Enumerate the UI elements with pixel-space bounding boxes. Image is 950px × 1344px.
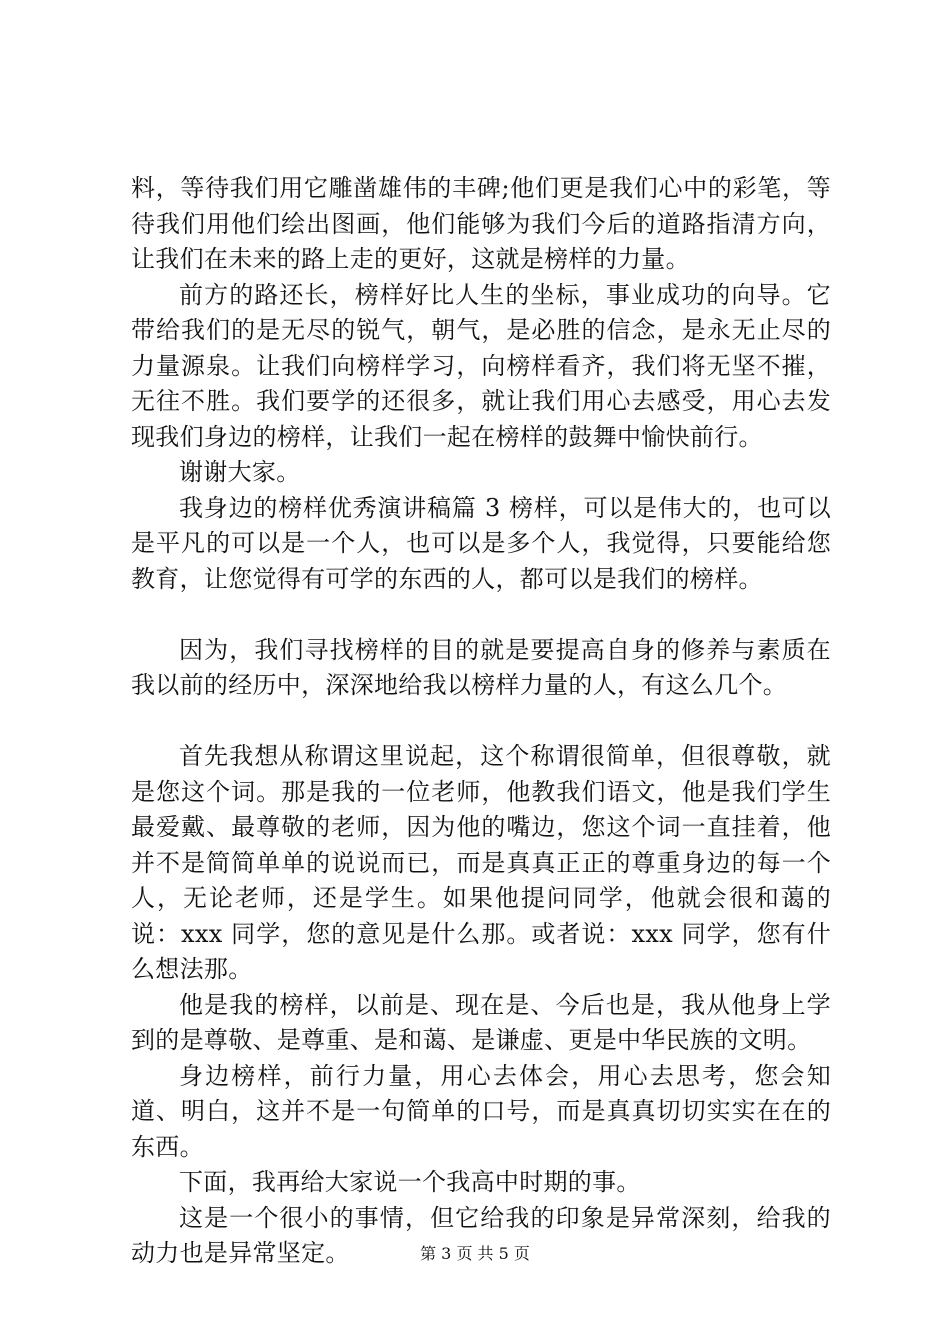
paragraph-speech-3-intro: 我身边的榜样优秀演讲稿篇 3 榜样，可以是伟大的，也可以是平凡的可以是一个人，也可以是多个人，我觉得，只要能给您教育，让您觉得有可学的东西的人，都可以是我们的榜样。	[131, 493, 831, 593]
paragraph-continuation: 料，等待我们用它雕凿雄伟的丰碑;他们更是我们心中的彩笔，等待我们用他们绘出图画，他们能够为我们今后的道路指清方向，让我们在未来的路上走的更好，这就是榜样的力量。	[131, 174, 831, 273]
paragraph-small-matter: 这是一个很小的事情，但它给我的印象是异常深刻，给我的动力也是异常坚定。	[131, 1203, 831, 1267]
paragraph-purpose: 因为，我们寻找榜样的目的就是要提高自身的修养与素质在我以前的经历中，深深地给我以榜样力量的人，有这么几个。	[131, 635, 831, 699]
blank-line	[131, 704, 831, 740]
paragraph-strength: 身边榜样，前行力量，用心去体会，用心去思考，您会知道、明白，这并不是一句简单的口号，而是真真切切实实在在的东西。	[131, 1061, 831, 1161]
paragraph-high-school: 下面，我再给大家说一个我高中时期的事。	[179, 1168, 641, 1196]
document-body	[131, 171, 831, 1272]
paragraph-role-model: 他是我的榜样，以前是、现在是、今后也是，我从他身上学到的是尊敬、是尊重、是和蔼、是谦虚、更是中华民族的文明。	[131, 990, 831, 1054]
page-footer: 第 3 页 共 5 页	[420, 1244, 530, 1263]
blank-line	[131, 597, 831, 633]
paragraph-road-ahead: 前方的路还长，榜样好比人生的坐标，事业成功的向导。它带给我们的是无尽的锐气，朝气，是必胜的信念，是永无止尽的力量源泉。让我们向榜样学习，向榜样看齐，我们将无坚不摧，无往不胜。我们要学的还很多，就让我们用心去感受，用心去发现我们身边的榜样，让我们一起在榜样的鼓舞中愉快前行。	[131, 280, 831, 451]
paragraph-thanks: 谢谢大家。	[179, 458, 301, 486]
paragraph-teacher: 首先我想从称谓这里说起，这个称谓很简单，但很尊敬，就是您这个词。那是我的一位老师，他教我们语文，他是我们学生最爱戴、最尊敬的老师，因为他的嘴边，您这个词一直挂着，他并不是简简单单的说说而已，而是真真正正的尊重身边的每一个人，无论老师，还是学生。如果他提问同学，他就会很和蔼的说：xxx 同学，您的意见是什么那。或者说：xxx 同学，您有什么想法那。	[131, 742, 831, 983]
